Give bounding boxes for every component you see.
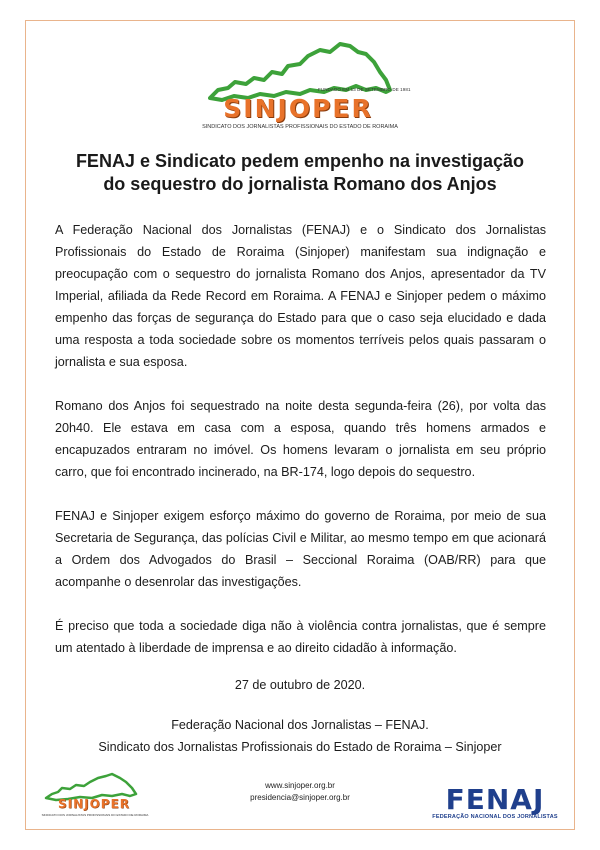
founded-text: FUNDADO EM 13 DE SETEMBRO DE 1981	[318, 87, 411, 92]
page-title: FENAJ e Sindicato pedem empenho na investigação do sequestro do jornalista Romano dos Anjos	[75, 151, 525, 194]
article-body	[55, 219, 546, 681]
sinjoper-small-subtitle: SINDICATO DOS JORNALISTAS PROFISSIONAIS DO ESTADO DE RORAIMA	[41, 813, 149, 817]
fenaj-subtitle: FEDERAÇÃO NACIONAL DOS JORNALISTAS	[432, 814, 558, 820]
contact-info	[230, 780, 370, 804]
fenaj-wordmark: FENAJ	[445, 783, 545, 816]
signature-sinjoper: Sindicato dos Jornalistas Profissionais do Estado de Roraima – Sinjoper	[98, 740, 502, 754]
sinjoper-small-wordmark: SINJOPER	[57, 797, 131, 811]
paragraph: FENAJ e Sinjoper exigem esforço máximo do governo de Roraima, por meio de sua Secretaria de Segurança, das polícias Civil e Militar, ao mesmo tempo em que acionará a Ordem dos Advogados do Brasil – Seccional Roraima (OAB/RR) para que acompanhe o desenrolar das investigações.	[55, 509, 546, 589]
date-line: 27 de outubro de 2020.	[234, 678, 366, 692]
sinjoper-subtitle: SINDICATO DOS JORNALISTAS PROFISSIONAIS DO ESTADO DE RORAIMA	[202, 124, 398, 130]
paragraph: A Federação Nacional dos Jornalistas (FENAJ) e o Sindicato dos Jornalistas Profissionais do Estado de Roraima (Sinjoper) manifestam sua indignação e preocupação com o sequestro do jornalista Romano dos Anjos, apresentador da TV Imperial, afiliada da Rede Record em Roraima. A FENAJ e Sinjoper pedem o máximo empenho das forças de segurança do Estado para que o caso seja elucidado e dada uma resposta a toda sociedade sobre os momentos terríveis pelos quais passaram o jornalista e sua esposa.	[55, 223, 546, 369]
sinjoper-wordmark: SINJOPER	[223, 94, 373, 123]
signature-block	[0, 714, 600, 758]
paragraph: Romano dos Anjos foi sequestrado na noite desta segunda-feira (26), por volta das 20h40. Ele estava em casa com a esposa, quando três homens armados e encapuzados entraram no imóvel. Os homens levaram o jornalista em seu próprio carro, que foi encontrado incinerado, na BR-174, logo depois do sequestro.	[55, 399, 546, 479]
fenaj-logo	[430, 783, 560, 820]
email-link[interactable]: presidencia@sinjoper.org.br	[250, 793, 350, 802]
signature-fenaj: Federação Nacional dos Jornalistas – FENAJ.	[171, 718, 429, 732]
website-link[interactable]: www.sinjoper.org.br	[265, 781, 335, 790]
paragraph: É preciso que toda a sociedade diga não à violência contra jornalistas, que é sempre um atentado à liberdade de imprensa e ao direito cidadão à informação.	[55, 619, 546, 655]
